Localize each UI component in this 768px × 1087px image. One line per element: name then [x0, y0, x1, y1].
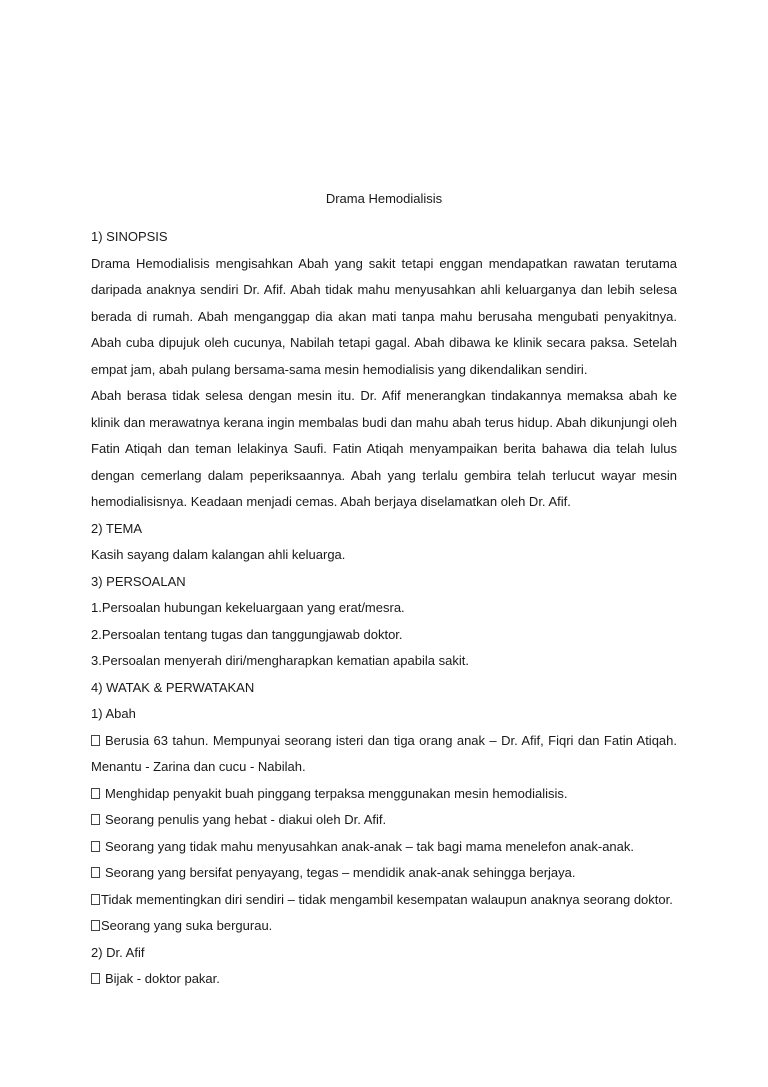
tema-heading: 2) TEMA: [91, 520, 143, 536]
persoalan-heading: 3) PERSOALAN: [91, 573, 186, 589]
sinopsis-heading: 1) SINOPSIS: [91, 229, 168, 244]
persoalan-item: 3.Persoalan menyerah diri/mengharapkan kematian apabila sakit.: [91, 653, 469, 668]
bullet-text: Seorang yang bersifat penyayang, tegas – mendidik anak-anak sehingga berjaya.: [105, 865, 576, 880]
bullet-text: Berusia 63 tahun. Mempunyai seorang isteri dan tiga orang anak – Dr. Afif, Fiqri dan Fatin Atiqah. Menantu - Zarina dan cucu - Nabilah.: [91, 732, 677, 774]
abah-bullet-item: [91, 807, 677, 834]
bullet-icon: [91, 841, 100, 852]
afif-bullet-item: [91, 966, 677, 993]
abah-bullet-item: [91, 834, 677, 861]
sinopsis-paragraph-1: Drama Hemodialisis mengisahkan Abah yang sakit tetapi enggan mendapatkan rawatan terutama daripada anaknya sendiri Dr. Afif. Abah tidak mahu menyusahkan ahli keluarganya dan lebih selesa berada di rumah. Abah menganggap dia akan mati tanpa mahu berusaha mengubati penyakitnya. Abah cuba dipujuk oleh cucunya, Nabilah tetapi gagal. Abah dibawa ke klinik secara paksa. Setelah empat jam, abah pulang bersama-sama mesin hemodialisis yang dikendalikan sendiri.: [91, 255, 677, 377]
bullet-text: Seorang penulis yang hebat - diakui oleh Dr. Afif.: [105, 812, 387, 827]
abah-bullet-item: [91, 728, 677, 781]
bullet-icon: [91, 735, 100, 746]
bullet-icon: [91, 973, 100, 984]
bullet-icon: [91, 894, 100, 905]
sinopsis-paragraph-2: Abah berasa tidak selesa dengan mesin itu. Dr. Afif menerangkan tindakannya memaksa abah ke klinik dan merawatnya kerana ingin membalas budi dan mahu abah terus hidup. Abah dikunjungi oleh Fatin Atiqah dan teman lelakinya Saufi. Fatin Atiqah menyampaikan berita bahawa dia telah lulus dengan cemerlang dalam peperiksaannya. Abah yang terlalu gembira telah terlucut wayar mesin hemodialisisnya. Keadaan menjadi cemas. Abah berjaya diselamatkan oleh Dr. Afif.: [91, 388, 677, 509]
bullet-icon: [91, 814, 100, 825]
abah-bullet-item: [91, 887, 677, 914]
abah-bullet-item: [91, 860, 677, 887]
abah-bullet-item: [91, 781, 677, 808]
persoalan-item: 2.Persoalan tentang tugas dan tanggungjawab doktor.: [91, 626, 403, 642]
bullet-text: Tidak mementingkan diri sendiri – tidak mengambil kesempatan walaupun anaknya seorang doktor.: [101, 891, 673, 907]
bullet-text: Seorang yang tidak mahu menyusahkan anak-anak – tak bagi mama menelefon anak-anak.: [105, 838, 634, 854]
persoalan-item: 1.Persoalan hubungan kekeluargaan yang erat/mesra.: [91, 600, 405, 615]
watak-heading: 4) WATAK & PERWATAKAN: [91, 679, 255, 695]
tema-text: Kasih sayang dalam kalangan ahli keluarga.: [91, 547, 346, 562]
bullet-text: Seorang yang suka bergurau.: [101, 918, 273, 933]
abah-bullet-item: [91, 913, 677, 940]
document-body: [91, 189, 677, 993]
abah-heading: 1) Abah: [91, 706, 136, 721]
bullet-icon: [91, 788, 100, 799]
bullet-icon: [91, 920, 100, 931]
bullet-text: Bijak - doktor pakar.: [105, 971, 220, 986]
document-title: Drama Hemodialisis: [325, 191, 443, 206]
bullet-icon: [91, 867, 100, 878]
afif-heading: 2) Dr. Afif: [91, 944, 145, 960]
bullet-text: Menghidap penyakit buah pinggang terpaksa menggunakan mesin hemodialisis.: [105, 785, 568, 801]
